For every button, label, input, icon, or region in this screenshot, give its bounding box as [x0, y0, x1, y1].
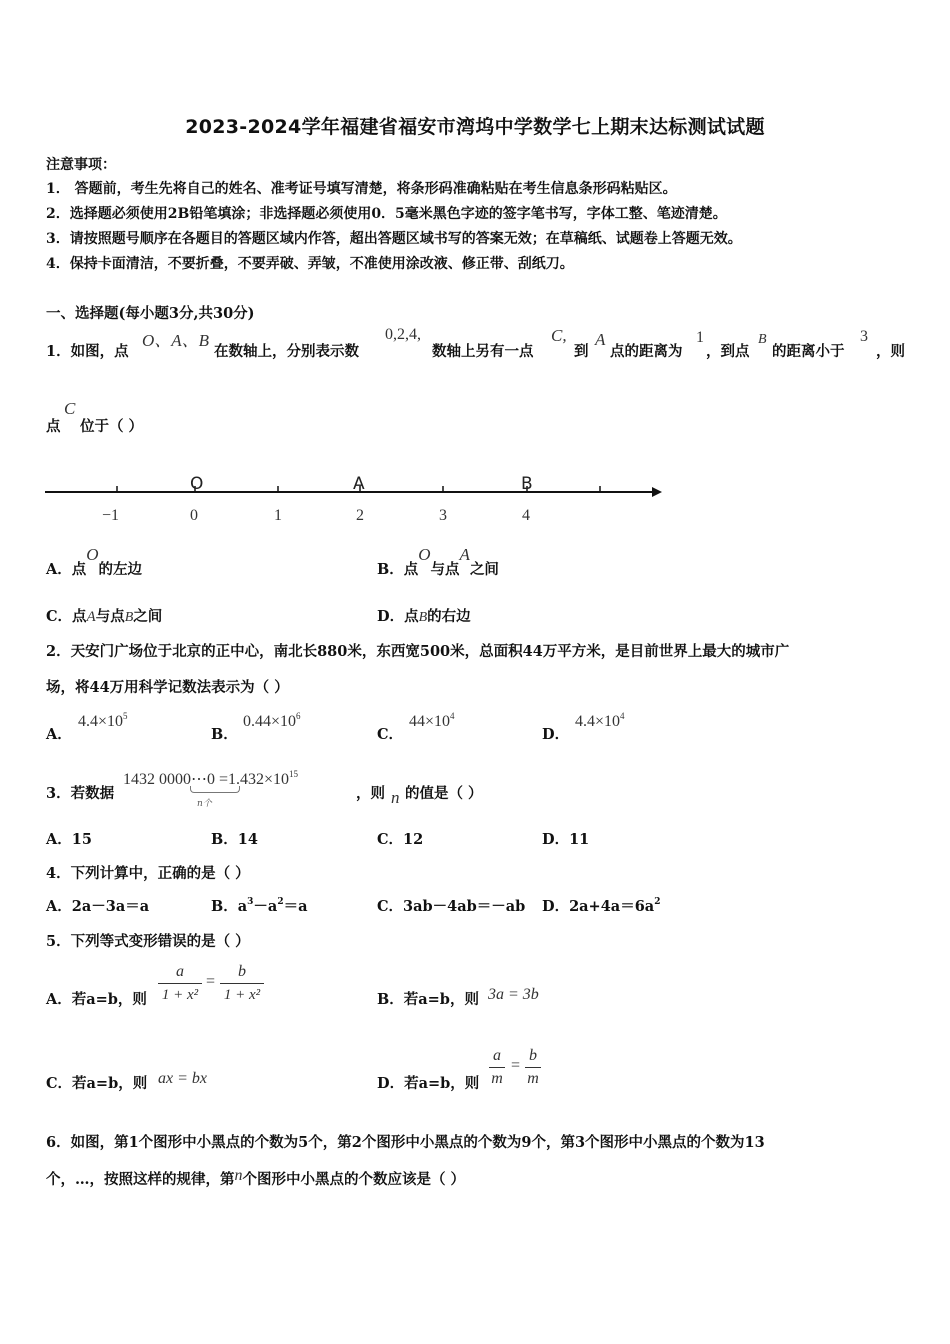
q2-option-b-base: 0.44×10: [243, 713, 297, 730]
q5-option-d-fraction-2: [525, 1046, 541, 1089]
q3-option-d: D．11: [542, 831, 590, 848]
q5-option-c-pre: C．若a=b，则: [46, 1075, 148, 1092]
q4-option-b: [211, 895, 308, 916]
q1-text-3: 数轴上另有一点: [432, 343, 534, 360]
q4-stem: 4．下列计算中，正确的是（ ）: [46, 865, 250, 882]
q1-text-2: 在数轴上，分别表示数: [214, 343, 359, 360]
q2-stem-line-2: 场，将44万用科学记数法表示为（ ）: [46, 679, 289, 696]
q5-option-b-math: 3a = 3b: [488, 986, 539, 1003]
q1-math-1: O、A、B: [142, 331, 210, 350]
notice-item-3: 3．请按照题号顺序在各题目的答题区域内作答，超出答题区域书写的答案无效；在草稿纸、试题卷上答题无效。: [46, 231, 742, 247]
q1-math-7: 3: [860, 328, 868, 345]
q2-option-d-label: D．: [542, 726, 570, 743]
q6-stem-line-2: [46, 1168, 465, 1189]
tick-label: 4: [522, 507, 530, 524]
q1-option-c-math-1: A: [86, 609, 96, 625]
q1-option-b: [377, 545, 499, 579]
q1-option-d-pre: D．点: [377, 608, 419, 625]
q1-text-7: 的距离小于: [772, 343, 845, 360]
q1-text-6: ，到点: [706, 343, 750, 360]
q2-option-a-label: A．: [46, 726, 72, 743]
q5-option-d-fraction-1: [489, 1046, 505, 1089]
q2-option-c-math: [409, 711, 455, 731]
q1-math-5: 1: [696, 329, 704, 346]
tick-label: 0: [190, 507, 198, 524]
q3-option-a: A．15: [46, 831, 92, 848]
q1-math-4: A: [595, 330, 606, 349]
q5-option-c-math: ax = bx: [158, 1070, 207, 1087]
fraction-bar: [158, 983, 202, 984]
fraction-bar: [489, 1067, 505, 1068]
q2-option-a-base: 4.4×10: [78, 713, 124, 730]
q6-stem-line-2-pre: 个，…，按照这样的规律，第: [46, 1171, 235, 1188]
q5-option-a-pre: A．若a=b，则: [46, 991, 147, 1008]
q5-option-a-denominator-2: 1 + x²: [223, 987, 261, 1003]
q1-line2-math: C: [64, 399, 76, 418]
q1-text-8: ，则: [876, 343, 905, 360]
q5-stem: 5．下列等式变形错误的是（ ）: [46, 933, 250, 950]
q4-option-b-mid: －a: [253, 898, 278, 915]
q5-option-d-pre: D．若a=b，则: [377, 1075, 480, 1092]
fraction-bar: [220, 983, 264, 984]
q1-option-a-pre: A．点: [46, 561, 87, 578]
q5-option-d-numerator-2: b: [529, 1047, 537, 1064]
axis-point-label-a: A: [353, 474, 365, 494]
q3-underbrace-label: n个: [197, 799, 212, 809]
q4-option-b-sup-1: 3: [247, 897, 254, 907]
q1-option-c-post: 之间: [133, 608, 163, 625]
tick-label: −1: [102, 507, 120, 524]
number-line-arrow: [652, 487, 662, 497]
q2-option-b-exp: 6: [296, 711, 301, 721]
q1-math-3: C,: [551, 326, 567, 345]
q5-option-a-fraction-2: [220, 962, 264, 1005]
q2-option-b-label: B．: [211, 726, 238, 743]
q1-option-c-mid: 与点: [95, 608, 125, 625]
q3-option-b: B．14: [211, 831, 258, 848]
q1-option-b-pre: B．点: [377, 561, 419, 578]
q5-option-d-numerator-1: a: [493, 1047, 501, 1064]
q3-stem-post-2: 的值是（ ）: [405, 785, 483, 802]
q2-option-b-math: [243, 711, 301, 731]
q3-stem-post-1: ，则: [356, 785, 385, 802]
q5-option-d-denominator-1: m: [491, 1070, 503, 1087]
page-title: 2023-2024学年福建省福安市湾坞中学数学七上期末达标测试试题: [185, 116, 765, 138]
q5-option-b-pre: B．若a=b，则: [377, 991, 479, 1008]
q1-text-5: 点的距离为: [610, 343, 683, 360]
q5-option-a-numerator-2: b: [238, 963, 246, 980]
notice-item-1: 1． 答题前，考生先将自己的姓名、准考证号填写清楚，将条形码准确粘贴在考生信息条形码粘贴区。: [46, 181, 677, 197]
q1-option-d: [377, 605, 471, 626]
q5-option-a-fraction-1: [158, 962, 202, 1005]
q2-option-c-base: 44×10: [409, 713, 451, 730]
q1-line2-text-2: 位于（ ）: [80, 418, 144, 435]
q4-option-d: [542, 895, 660, 916]
q2-option-a-math: [78, 711, 128, 731]
q5-option-d-equals: =: [511, 1057, 521, 1074]
q2-option-c-label: C．: [377, 726, 404, 743]
q2-option-a-exp: 5: [123, 711, 128, 721]
q2-option-d-math: [575, 711, 625, 731]
q5-option-a-numerator-1: a: [176, 963, 184, 980]
q1-line2-text-1: 点: [46, 418, 61, 435]
q1-option-d-math: B: [418, 610, 428, 625]
q4-option-a: A．2a－3a＝a: [46, 898, 150, 915]
q5-option-a-equals: =: [206, 973, 216, 990]
q1-text-4: 到: [574, 343, 589, 360]
notice-item-4: 4．保持卡面清洁，不要折叠，不要弄破、弄皱，不准使用涂改液、修正带、刮纸刀。: [46, 256, 574, 272]
q4-option-b-post: ＝a: [283, 898, 308, 915]
fraction-bar: [525, 1067, 541, 1068]
q6-stem-line-2-post: 个图形中小黑点的个数应该是（ ）: [242, 1171, 466, 1188]
q1-text-1: 1．如图，点: [46, 343, 129, 360]
q4-option-d-pre: D．2a+4a＝6a: [542, 898, 655, 915]
q1-option-b-mid: 与点: [430, 561, 460, 578]
q2-option-d-base: 4.4×10: [575, 713, 621, 730]
q5-option-a-denominator-1: 1 + x²: [161, 987, 199, 1003]
q3-expression-exp: 15: [289, 769, 299, 779]
q2-option-d-exp: 4: [620, 711, 625, 721]
q5-option-d-denominator-2: m: [527, 1070, 539, 1087]
q3-underbrace: [190, 786, 240, 793]
q1-option-b-math-2: A: [459, 545, 470, 564]
q3-stem-pre: 3．若数据: [46, 785, 115, 802]
notice-heading: 注意事项：: [46, 157, 116, 173]
q6-math-n: n: [234, 1167, 243, 1184]
q1-option-c: [46, 605, 162, 626]
q1-math-6: B: [758, 332, 767, 347]
q1-option-c-math-2: B: [124, 610, 134, 625]
tick-label: 3: [439, 507, 447, 524]
q3-option-c: C．12: [377, 831, 424, 848]
q1-math-2: 0,2,4,: [385, 326, 421, 343]
section-heading: 一、选择题(每小题3分,共30分): [46, 305, 255, 322]
q1-option-a-math: O: [86, 545, 99, 564]
q4-option-b-pre: B．a: [211, 898, 248, 915]
q2-option-c-exp: 4: [450, 711, 455, 721]
q4-option-d-sup: 2: [654, 897, 661, 907]
axis-point-label-o: O: [190, 474, 204, 494]
q4-option-c: C．3ab－4ab＝－ab: [377, 898, 526, 915]
q2-stem-line-1: 2．天安门广场位于北京的正中心，南北长880米，东西宽500米，总面积44万平方米，是目前世界上最大的城市广: [46, 643, 790, 660]
q1-option-d-post: 的右边: [427, 608, 471, 625]
q1-option-b-math-1: O: [418, 545, 431, 564]
q1-option-c-pre: C．点: [46, 608, 87, 625]
q4-option-b-sup-2: 2: [277, 897, 284, 907]
tick-label: 2: [356, 507, 364, 524]
tick-label: 1: [274, 507, 282, 524]
q6-stem-line-1: 6．如图，第1个图形中小黑点的个数为5个，第2个图形中小黑点的个数为9个，第3个图形中小黑点的个数为13: [46, 1134, 765, 1151]
q1-option-b-post: 之间: [469, 561, 499, 578]
axis-point-label-b: B: [521, 474, 533, 494]
number-line-figure: [40, 468, 670, 528]
q3-expression-main: 1432 0000⋯0 =1.432×10: [123, 771, 290, 788]
q1-option-a-post: 的左边: [98, 561, 143, 578]
notice-item-2: 2．选择题必须使用2B铅笔填涂；非选择题必须使用0．5毫米黑色字迹的签字笔书写，字体工整、笔迹清楚。: [46, 206, 727, 222]
q1-option-a: [46, 545, 143, 579]
q3-math-n: n: [391, 788, 400, 807]
